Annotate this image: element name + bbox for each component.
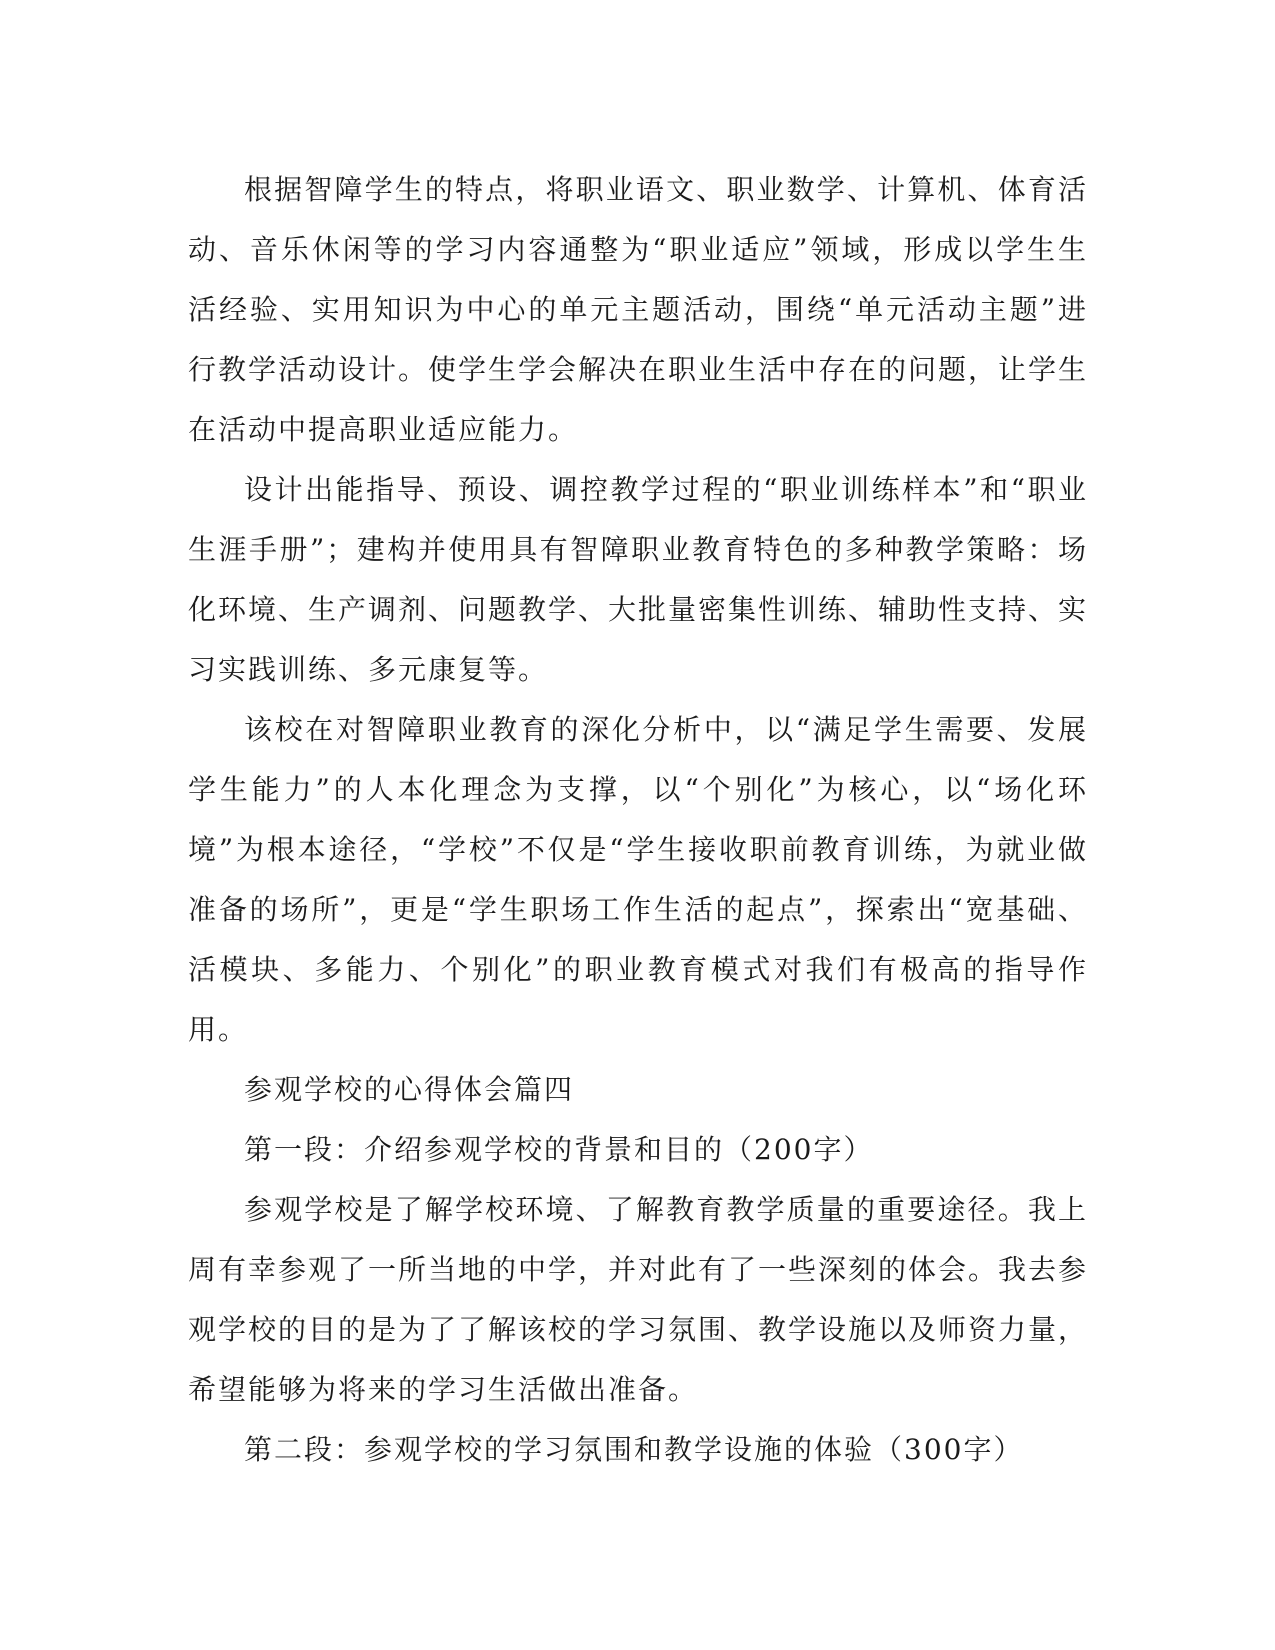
paragraph-visit-purpose: 参观学校是了解学校环境、了解教育教学质量的重要途径。我上周有幸参观了一所当地的中学，并对此有了一些深刻的体会。我去参观学校的目的是为了了解该校的学习氛围、教学设施以及师资力量，希望能够为将来的学习生活做出准备。 xyxy=(188,1193,1089,1406)
paragraph-vocational-adaptation: 根据智障学生的特点，将职业语文、职业数学、计算机、体育活动、音乐休闲等的学习内容通整为“职业适应”领域，形成以学生生活经验、实用知识为中心的单元主题活动，围绕“单元活动主题”进行教学活动设计。使学生学会解决在职业生活中存在的问题，让学生在活动中提高职业适应能力。 xyxy=(188,173,1089,446)
paragraph-education-model: 该校在对智障职业教育的深化分析中，以“满足学生需要、发展学生能力”的人本化理念为支撑，以“个别化”为核心，以“场化环境”为根本途径，“学校”不仅是“学生接收职前教育训练，为就业做准备的场所”，更是“学生职场工作生活的起点”，探索出“宽基础、活模块、多能力、个别化”的职业教育模式对我们有极高的指导作用。 xyxy=(188,713,1088,1046)
subheading-second-section: 第二段：参观学校的学习氛围和教学设施的体验（300字） xyxy=(244,1433,1024,1466)
subheading-first-section: 第一段：介绍参观学校的背景和目的（200字） xyxy=(244,1133,874,1166)
section-heading-part-four: 参观学校的心得体会篇四 xyxy=(244,1073,575,1106)
document-body xyxy=(188,160,1088,1480)
paragraph-training-samples: 设计出能指导、预设、调控教学过程的“职业训练样本”和“职业生涯手册”；建构并使用具有智障职业教育特色的多种教学策略：场化环境、生产调剂、问题教学、大批量密集性训练、辅助性支持、实习实践训练、多元康复等。 xyxy=(188,473,1089,686)
